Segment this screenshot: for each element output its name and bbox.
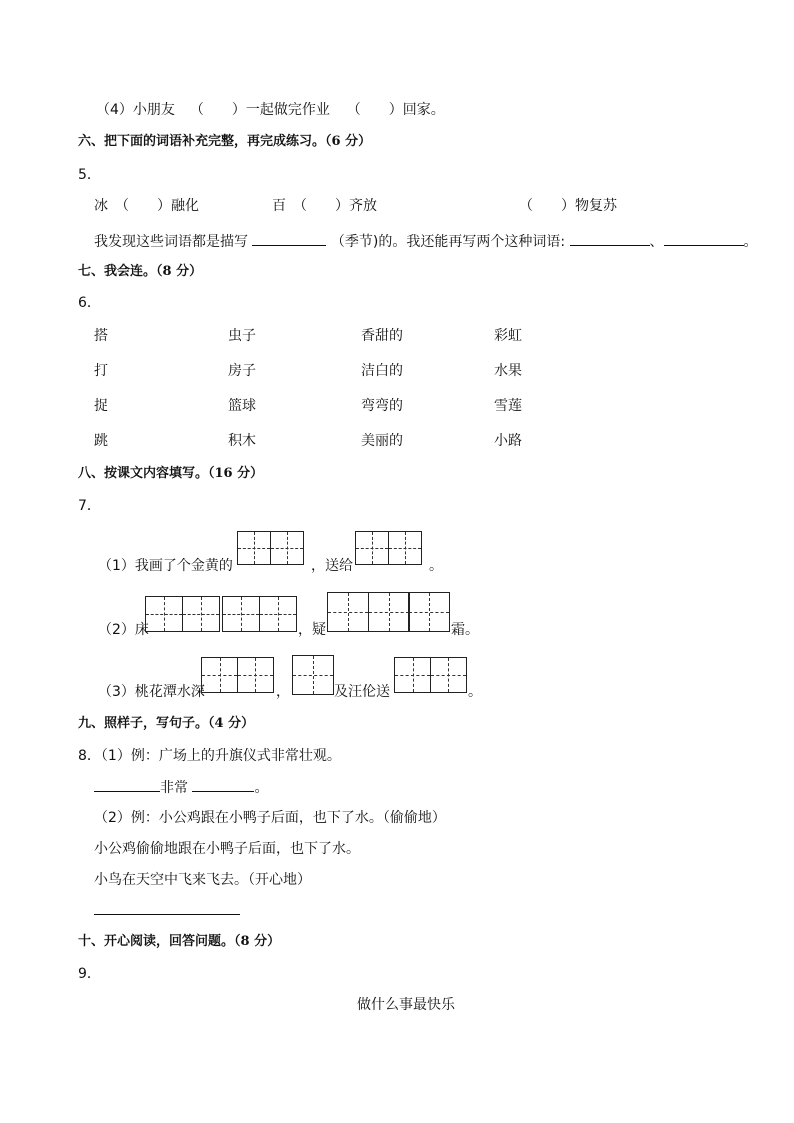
tianzige-cell[interactable] <box>222 596 260 632</box>
fill2-text-a: （2）床 <box>98 622 149 638</box>
question6-number: 6． <box>78 295 101 311</box>
example1: 8．（1）例：广场上的升旗仪式非常壮观。 <box>78 748 341 764</box>
season-blank[interactable] <box>252 231 326 246</box>
fill1-text-c: 。 <box>429 558 443 574</box>
tianzige-cell[interactable] <box>394 657 431 693</box>
example2-answer: 小公鸡偷偷地跟在小鸭子后面，也下了水。 <box>94 841 360 857</box>
question7-number: 7． <box>78 498 101 514</box>
match-col1-item[interactable]: 搭 <box>94 328 108 344</box>
tianzige-cell[interactable] <box>388 531 422 565</box>
char-grid-6[interactable] <box>201 657 272 693</box>
match-col3-item[interactable]: 洁白的 <box>361 363 403 379</box>
fill3-text-d: 。 <box>468 684 482 700</box>
char-grid-5[interactable] <box>327 592 449 632</box>
match-col2-item[interactable]: 积木 <box>228 433 256 449</box>
tianzige-cell[interactable] <box>201 657 238 693</box>
tianzige-cell[interactable] <box>430 657 467 693</box>
fill1-text-a: （1）我画了个金黄的 <box>98 558 233 574</box>
season-sentence <box>94 231 758 251</box>
match-col4-item[interactable]: 小路 <box>494 433 522 449</box>
match-col1-item[interactable]: 跳 <box>94 433 108 449</box>
fill-sentence-1 <box>94 777 268 797</box>
match-col1-item[interactable]: 打 <box>94 363 108 379</box>
match-col4-item[interactable]: 彩虹 <box>494 328 522 344</box>
season-sentence-end: 。 <box>743 234 758 250</box>
q4-line <box>96 101 445 119</box>
char-grid-8[interactable] <box>394 657 465 693</box>
char-grid-7[interactable] <box>292 655 333 695</box>
word-blank-1[interactable] <box>570 231 650 246</box>
match-col4-item[interactable]: 水果 <box>494 363 522 379</box>
season-sentence-a: 我发现这些词语都是描写 <box>94 234 248 250</box>
tianzige-cell[interactable] <box>327 592 369 632</box>
tianzige-cell[interactable] <box>182 596 220 632</box>
idiom-3: （ ）物复苏 <box>519 198 617 214</box>
section6-heading: 六、把下面的词语补充完整，再完成练习。（6 分） <box>78 134 372 149</box>
rewrite-task: 小鸟在天空中飞来飞去。（开心地） <box>94 872 311 888</box>
tianzige-cell[interactable] <box>270 531 304 565</box>
adjective-blank[interactable] <box>192 777 254 792</box>
fill2-text-c: 霜。 <box>451 622 479 638</box>
match-col1-item[interactable]: 捉 <box>94 398 108 414</box>
fill-sentence-1-end: 。 <box>254 780 269 796</box>
match-col4-item[interactable]: 雪莲 <box>494 398 522 414</box>
word-separator: 、 <box>649 234 664 250</box>
question5-number: 5． <box>78 167 101 183</box>
match-col3-item[interactable]: 香甜的 <box>361 328 403 344</box>
match-col3-item[interactable]: 弯弯的 <box>361 398 403 414</box>
fill-sentence-1-mid: 非常 <box>160 780 188 796</box>
reading-title: 做什么事最快乐 <box>357 997 455 1013</box>
subject-blank[interactable] <box>94 777 160 792</box>
fill2-text-b: ，疑 <box>298 622 326 638</box>
answer-line[interactable] <box>94 914 240 915</box>
section9-heading: 九、照样子，写句子。（4 分） <box>78 716 255 731</box>
example2: （2）例：小公鸡跟在小鸭子后面，也下了水。（偷偷地） <box>94 810 446 826</box>
idiom-1: 冰 （ ）融化 <box>94 198 199 214</box>
char-grid-1[interactable] <box>237 531 302 565</box>
char-grid-2[interactable] <box>355 531 420 565</box>
section10-heading: 十、开心阅读，回答问题。（8 分） <box>78 934 281 949</box>
match-col2-item[interactable]: 篮球 <box>228 398 256 414</box>
char-grid-4[interactable] <box>222 596 295 632</box>
fill3-text-a: （3）桃花潭水深 <box>98 684 205 700</box>
tianzige-cell[interactable] <box>237 657 274 693</box>
q4-part1: （ ）一起做完作业 <box>189 102 330 118</box>
tianzige-cell[interactable] <box>355 531 389 565</box>
q4-label: （4）小朋友 <box>96 102 175 118</box>
match-col2-item[interactable]: 房子 <box>228 363 256 379</box>
q4-part2: （ ）回家。 <box>346 102 445 118</box>
tianzige-cell[interactable] <box>292 655 334 695</box>
fill3-text-c: 及汪伦送 <box>334 684 390 700</box>
question9-number: 9． <box>78 966 101 982</box>
match-col2-item[interactable]: 虫子 <box>228 328 256 344</box>
char-grid-3[interactable] <box>145 596 218 632</box>
season-sentence-b: （季节)的。我还能再写两个这种词语: <box>330 234 566 250</box>
section7-heading: 七、我会连。（8 分） <box>78 264 203 279</box>
section8-heading: 八、按课文内容填写。（16 分） <box>78 466 264 481</box>
tianzige-cell[interactable] <box>259 596 297 632</box>
idiom-2: 百 （ ）齐放 <box>272 198 377 214</box>
tianzige-cell[interactable] <box>145 596 183 632</box>
fill1-text-b: ，送给 <box>311 558 353 574</box>
match-col3-item[interactable]: 美丽的 <box>361 433 403 449</box>
tianzige-cell[interactable] <box>237 531 271 565</box>
tianzige-cell[interactable] <box>368 592 410 632</box>
tianzige-cell[interactable] <box>408 592 450 632</box>
word-blank-2[interactable] <box>664 231 744 246</box>
fill3-text-b: ， <box>276 684 290 700</box>
